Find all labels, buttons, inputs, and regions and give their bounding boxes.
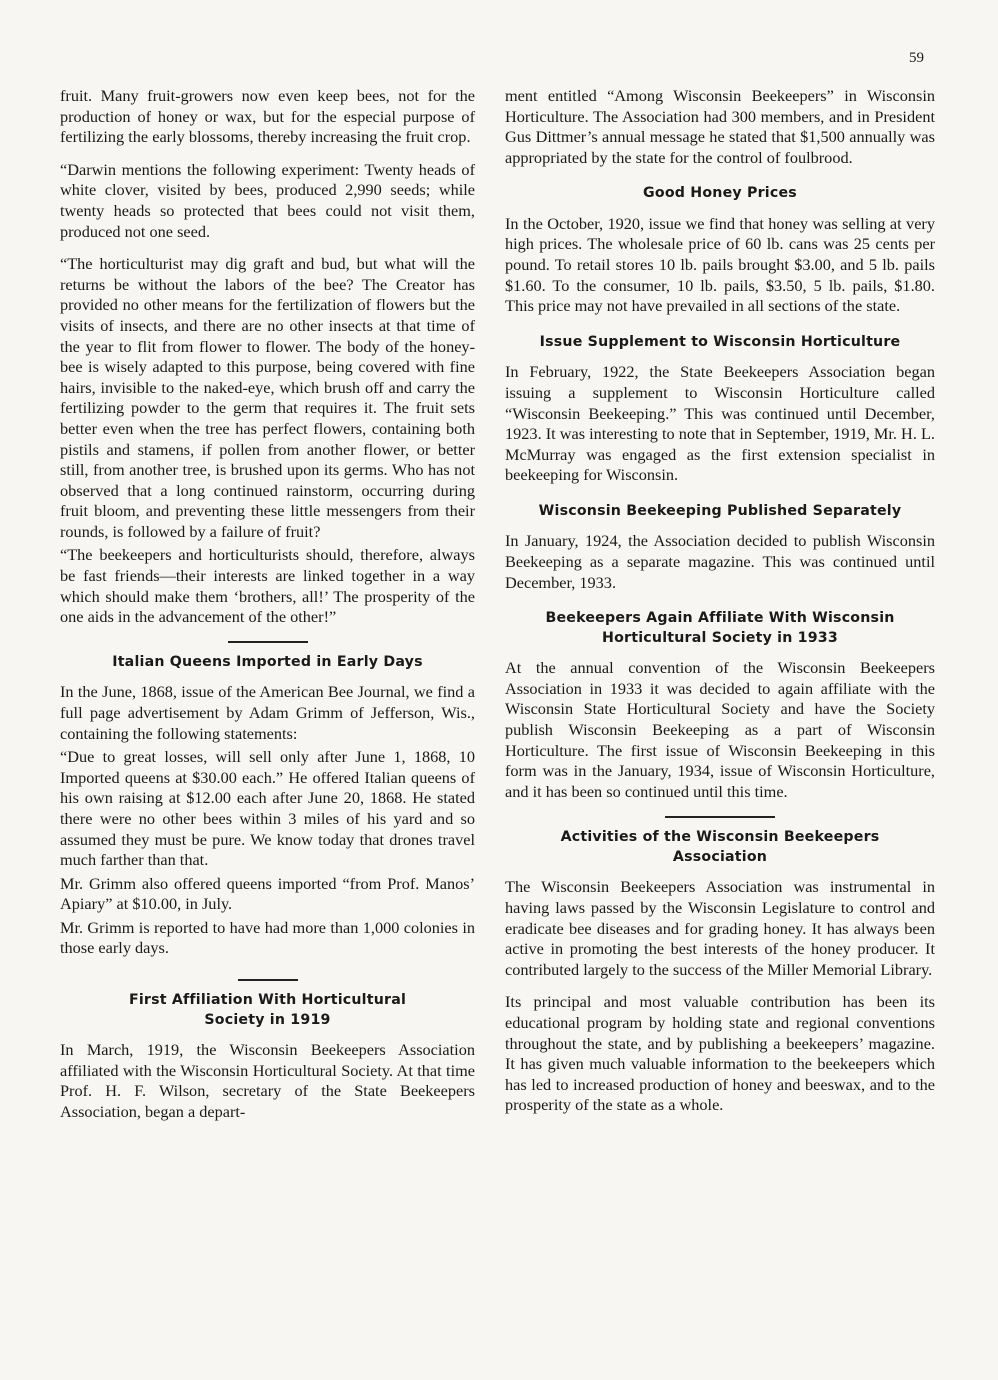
- heading-affiliate-again: Beekeepers Again Affiliate With Wisconsin Horticultural Society in 1933: [545, 610, 895, 646]
- heading-issue-supplement: Issue Supplement to Wisconsin Horticulture: [539, 333, 901, 350]
- section-divider: [665, 816, 775, 818]
- heading-published-separately: Wisconsin Beekeeping Published Separately: [538, 502, 902, 519]
- section-divider: [238, 979, 298, 981]
- heading-italian-queens: Italian Queens Imported in Early Days: [112, 653, 423, 670]
- heading-good-honey-prices: Good Honey Prices: [643, 185, 797, 202]
- paragraph: ment entitled “Among Wisconsin Beekeepers” in Wisconsin Horticulture. The Association had 300 members, and in President Gus Dittmer’s annual message he stated that $1,500 annually was appropriated by the state for the control of foulbrood.: [505, 86, 935, 167]
- paragraph: “The beekeepers and horticulturists should, therefore, always be fast friends—their interests are linked together in a way which should make them ‘brothers, all!’ The prosperity of the one aids in the advancement of the other!”: [60, 545, 475, 627]
- right-column: [505, 86, 935, 1116]
- paragraph: Its principal and most valuable contribution has been its educational program by holding state and regional conventions throughout the state, and by publishing a beekeepers’ magazine. It has given much valuable information to the beekeepers which has led to increased production of honey and beeswax, and to the prosperity of the state as a whole.: [505, 992, 935, 1115]
- page-number: 59: [909, 50, 924, 66]
- heading-first-affiliation: First Affiliation With Horticultural Society in 1919: [128, 992, 407, 1028]
- paragraph: In February, 1922, the State Beekeepers Association began issuing a supplement to Wisconsin Horticulture called “Wisconsin Beekeeping.” This was continued until December, 1923. It was interesting to note that in September, 1919, Mr. H. L. McMurray was engaged as the first extension specialist in beekeeping for Wisconsin.: [505, 362, 935, 485]
- paragraph: “Darwin mentions the following experiment: Twenty heads of white clover, visited by bees, produced 2,990 seeds; while twenty heads so protected that bees could not visit them, produced not one seed.: [60, 159, 475, 241]
- paragraph: Mr. Grimm is reported to have had more than 1,000 colonies in those early days.: [60, 917, 475, 958]
- paragraph: In the June, 1868, issue of the American Bee Journal, we find a full page advertisement by Adam Grimm of Jefferson, Wis., containing the following statements:: [60, 682, 475, 743]
- heading-activities: Activities of the Wisconsin Beekeepers Association: [560, 829, 880, 865]
- paragraph: In March, 1919, the Wisconsin Beekeepers Association affiliated with the Wisconsin Horticultural Society. At that time Prof. H. F. Wilson, secretary of the State Beekeepers Association, began a depart-: [60, 1040, 475, 1121]
- paragraph: “Due to great losses, will sell only after June 1, 1868, 10 Imported queens at $30.00 each.” He offered Italian queens of his own raising at $12.00 each after June 20, 1868. He stated there were no other bees within 3 miles of his yard and so assumed they must be pure. We know today that drones travel much farther than that.: [60, 747, 475, 870]
- paragraph: At the annual convention of the Wisconsin Beekeepers Association in 1933 it was decided to again affiliate with the Wisconsin State Horticultural Society and have the Society publish Wisconsin Beekeeping as a part of Wisconsin Horticulture. The first issue of Wisconsin Beekeeping in this form was in the January, 1934, issue of Wisconsin Horticulture, and it has been so continued until this time.: [505, 658, 935, 801]
- paragraph: Mr. Grimm also offered queens imported “from Prof. Manos’ Apiary” at $10.00, in July.: [60, 873, 475, 914]
- section-divider: [228, 641, 308, 643]
- left-column: [60, 86, 475, 1122]
- paragraph: The Wisconsin Beekeepers Association was instrumental in having laws passed by the Wisconsin Legislature to control and eradicate bee diseases and for grading honey. It has always been active in promoting the best interests of the honey producer. It contributed largely to the success of the Miller Memorial Library.: [505, 877, 935, 979]
- paragraph: In January, 1924, the Association decided to publish Wisconsin Beekeeping as a separate magazine. This was continued until December, 1933.: [505, 531, 935, 592]
- paragraph: fruit. Many fruit-growers now even keep bees, not for the production of honey or wax, but for the especial purpose of fertilizing the early blossoms, thereby increasing the fruit crop.: [60, 86, 475, 147]
- paragraph: “The horticulturist may dig graft and bud, but what will the returns be without the labors of the bee? The Creator has provided no other means for the fertilization of flowers but the visits of insects, and there are no other insects at that time of the year to flit from flower to flower. The body of the honey-bee is wisely adapted to this purpose, being covered with fine hairs, invisible to the naked-eye, which brush off and carry the fertilizing powder to the germ that requires it. The fruit sets better even when the tree has perfect flowers, containing both pistils and stamens, if pollen from another flower, or better still, from another tree, is brushed upon its germs. Who has not observed that a long continued rainstorm, occurring during fruit bloom, and preventing these little messengers from their rounds, is followed by a failure of fruit?: [60, 254, 475, 541]
- paragraph: In the October, 1920, issue we find that honey was selling at very high prices. The wholesale price of 60 lb. cans was 25 cents per pound. To retail stores 10 lb. pails brought $3.00, and 5 lb. pails $1.60. To the consumer, 10 lb. pails, $3.50, 5 lb. pails, $1.80. This price may not have prevailed in all sections of the state.: [505, 213, 935, 316]
